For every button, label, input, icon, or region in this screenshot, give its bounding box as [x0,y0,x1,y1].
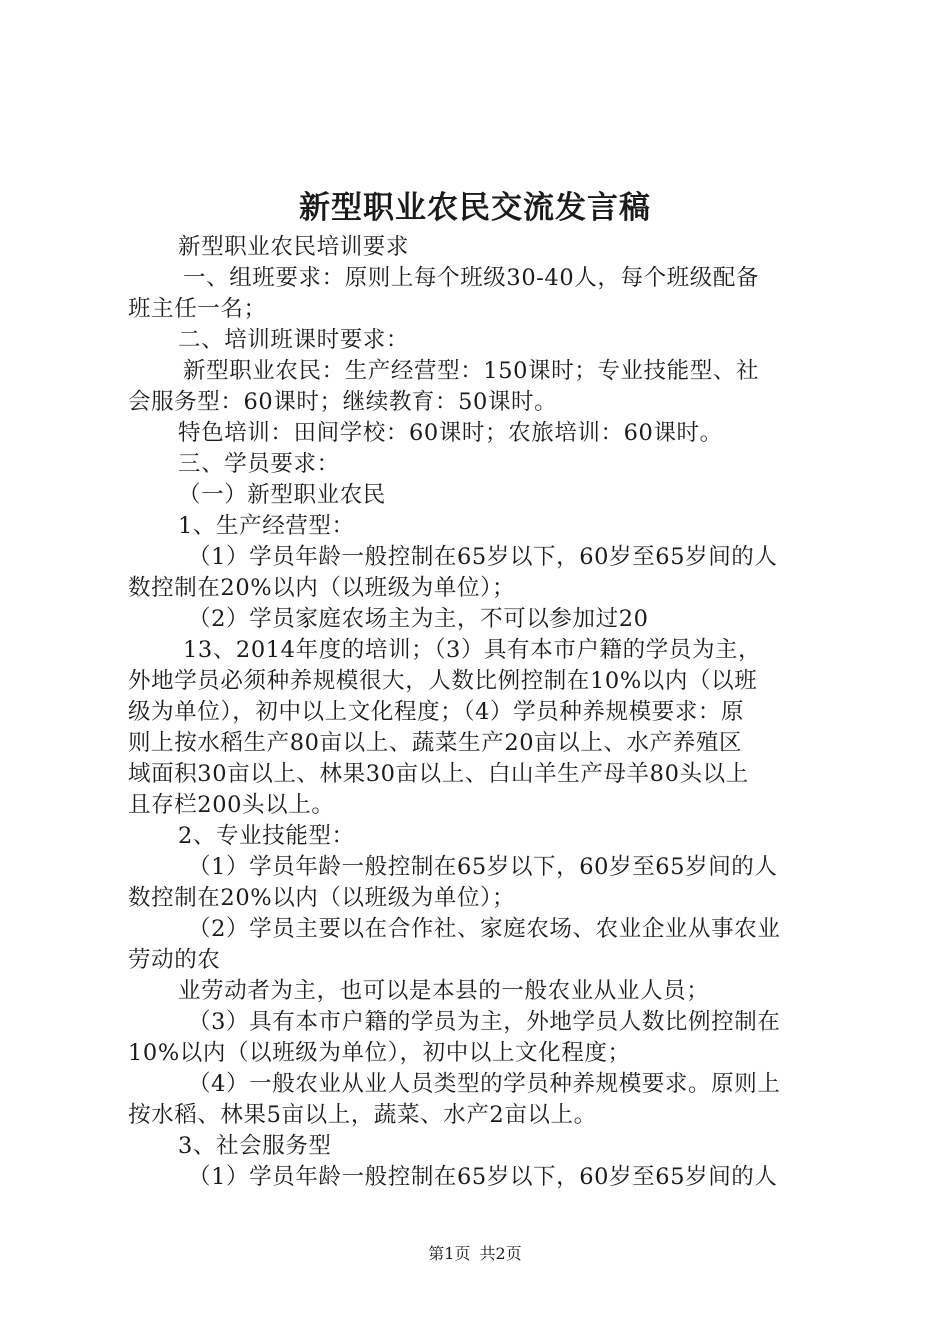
body-line: 3、社会服务型 [178,1133,332,1159]
body-line: 则上按水稻生产80亩以上、蔬菜生产20亩以上、水产养殖区 [128,730,743,756]
body-line: 新型职业农民培训要求 [178,234,410,260]
body-line: 会服务型：60课时；继续教育：50课时。 [128,389,558,415]
body-line: 域面积30亩以上、林果30亩以上、白山羊生产母羊80头以上 [128,761,749,787]
body-line: （2）学员主要以在合作社、家庭农场、农业企业从事农业 [188,916,781,942]
body-line: 劳动的农 [128,947,221,973]
body-line: 数控制在20%以内（以班级为单位）； [128,885,516,911]
body-line: 班主任一名； [128,296,267,322]
body-line: 一、组班要求：原则上每个班级30-40人，每个班级配备 [183,265,760,291]
body-line: （2）学员家庭农场主为主，不可以参加过20 [188,606,649,632]
body-line: （4）一般农业从业人员类型的学员种养规模要求。原则上 [188,1071,781,1097]
body-line: （3）具有本市户籍的学员为主，外地学员人数比例控制在 [188,1009,781,1035]
body-line: 2、专业技能型： [178,823,355,849]
body-line: （1）学员年龄一般控制在65岁以下，60岁至65岁间的人 [188,544,778,570]
body-line: （1）学员年龄一般控制在65岁以下，60岁至65岁间的人 [188,854,778,880]
body-line: 13、2014年度的培训；（3）具有本市户籍的学员为主， [183,637,762,663]
body-line: （1）学员年龄一般控制在65岁以下，60岁至65岁间的人 [188,1164,778,1190]
body-line: 按水稻、林果5亩以上，蔬菜、水产2亩以上。 [128,1102,597,1128]
body-line: 且存栏200头以上。 [128,792,335,818]
body-line: 外地学员必须种养规模很大，人数比例控制在10%以内（以班 [128,668,758,694]
body-line: 级为单位），初中以上文化程度；（4）学员种养规模要求：原 [128,699,745,725]
body-line: 三、学员要求： [178,451,340,477]
page-total: 共2页 [479,1244,522,1263]
page-number: 第1页 [428,1244,471,1263]
body-line: 二、培训班课时要求： [178,327,410,353]
body-line: 新型职业农民：生产经营型：150课时；专业技能型、社 [183,358,760,384]
page-footer [0,1242,950,1266]
body-line: 数控制在20%以内（以班级为单位）； [128,575,516,601]
body-line: 业劳动者为主，也可以是本县的一般农业从业人员； [178,978,710,1004]
body-line: 10%以内（以班级为单位），初中以上文化程度； [128,1040,631,1066]
body-line: 特色培训：田间学校：60课时；农旅培训：60课时。 [178,420,723,446]
body-line: （一）新型职业农民 [178,482,386,508]
document-title: 新型职业农民交流发言稿 [299,190,651,226]
body-line: 1、生产经营型： [178,513,355,539]
document-body [128,232,833,1193]
